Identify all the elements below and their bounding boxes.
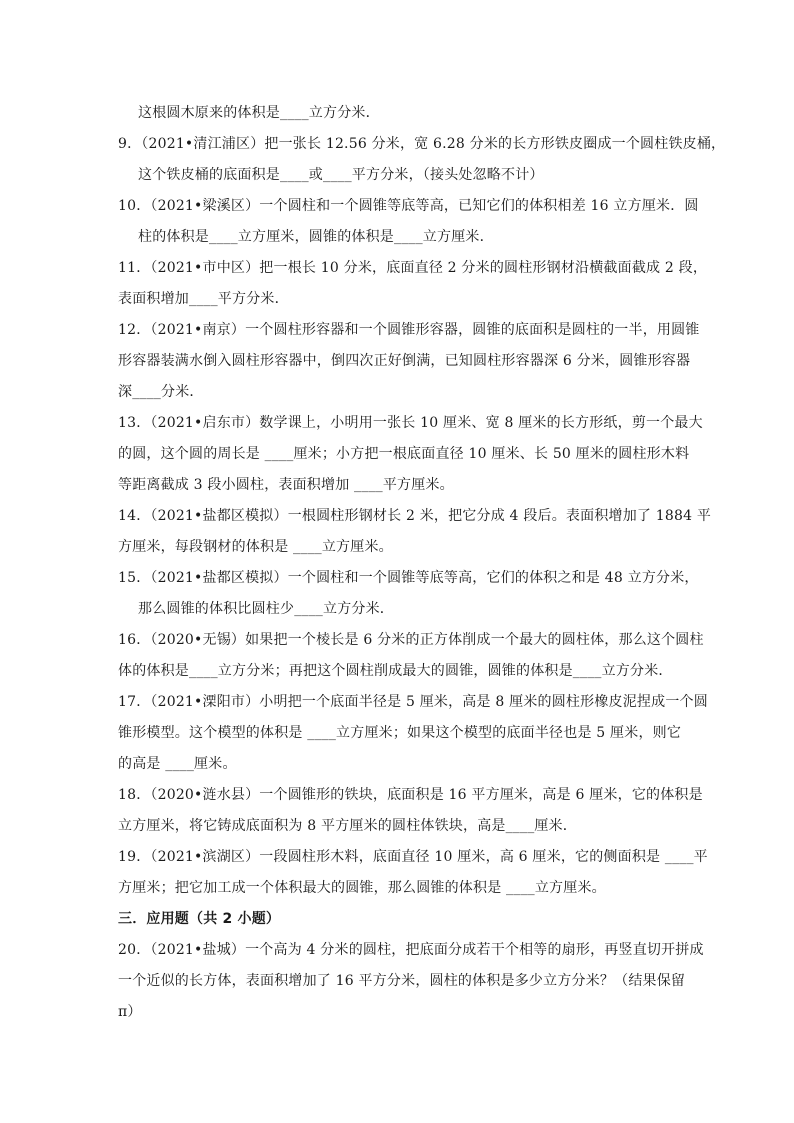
problem-15-line-2: 那么圆锥的体积比圆柱少____立方分米． (138, 601, 394, 617)
problem-8-line-end: 这根圆木原来的体积是____立方分米． (138, 105, 380, 121)
problem-18-line-2: 立方厘米，将它铸成底面积为 8 平方厘米的圆柱体铁块，高是____厘米． (118, 818, 578, 834)
problem-12-line-2: 形容器装满水倒入圆柱形容器中，倒四次正好倒满，已知圆柱形容器深 6 分米，圆锥形容器 (118, 353, 691, 369)
problem-14-line-1: 14．（2021•盐都区模拟）一根圆柱形钢材长 2 米，把它分成 4 段后。表面积增加了 1884 平 (118, 508, 712, 524)
section-heading: 三．应用题（共 2 小题） (118, 911, 281, 927)
problem-17-line-1: 17．（2021•溧阳市）小明把一个底面半径是 5 厘米，高是 8 厘米的圆柱形橡皮泥捏成一个圆 (118, 694, 708, 710)
problem-10-line-1: 10．（2021•梁溪区）一个圆柱和一个圆锥等底等高，已知它们的体积相差 16 立方厘米．圆 (118, 198, 699, 214)
problem-13-line-2: 的圆，这个圆的周长是 ____厘米；小方把一根底面直径 10 厘米、长 50 厘米的圆柱形木料 (118, 446, 690, 462)
problem-12-line-1: 12．（2021•南京）一个圆柱形容器和一个圆锥形容器，圆锥的底面积是圆柱的一半，用圆锥 (118, 322, 700, 338)
problem-13-line-3: 等距离截成 3 段小圆柱，表面积增加 ____平方厘米。 (118, 477, 454, 493)
problem-19-line-1: 19．（2021•滨湖区）一段圆柱形木料，底面直径 10 厘米，高 6 厘米，它的侧面积是 ____平 (118, 849, 708, 865)
problem-10-line-2: 柱的体积是____立方厘米，圆锥的体积是____立方厘米． (138, 229, 494, 245)
problem-13-line-1: 13．（2021•启东市）数学课上，小明用一张长 10 厘米、宽 8 厘米的长方形纸，剪一个最大 (118, 415, 703, 431)
problem-list (118, 98, 726, 1028)
problem-20-line-1: 20．（2021•盐城）一个高为 4 分米的圆柱，把底面分成若干个相等的扇形，再竖直切开拼成 (118, 942, 704, 958)
problem-19-line-2: 方厘米；把它加工成一个体积最大的圆锥，那么圆锥的体积是 ____立方厘米。 (118, 880, 606, 896)
problem-9-line-2: 这个铁皮桶的底面积是____或____平方分米，（接头处忽略不计） (138, 167, 544, 183)
problem-17-line-2: 锥形模型。这个模型的体积是 ____立方厘米；如果这个模型的底面半径也是 5 厘米，则它 (118, 725, 682, 741)
problem-9-line-1: 9．（2021•清江浦区）把一张长 12.56 分米，宽 6.28 分米的长方形铁皮圈成一个圆柱铁皮桶， (118, 136, 726, 152)
problem-20-line-3: π） (118, 1004, 142, 1020)
problem-11-line-2: 表面积增加____平方分米． (118, 291, 289, 307)
problem-17-line-3: 的高是 ____厘米。 (118, 756, 237, 772)
problem-14-line-2: 方厘米，每段钢材的体积是 ____立方厘米。 (118, 539, 393, 555)
problem-15-line-1: 15．（2021•盐都区模拟）一个圆柱和一个圆锥等底等高，它们的体积之和是 48 立方分米， (118, 570, 699, 586)
problem-16-line-1: 16．（2020•无锡）如果把一个棱长是 6 分米的正方体削成一个最大的圆柱体，那么这个圆柱 (118, 632, 704, 648)
problem-12-line-3: 深____分米． (118, 384, 204, 400)
problem-16-line-2: 体的体积是____立方分米；再把这个圆柱削成最大的圆锥，圆锥的体积是____立方分米． (118, 663, 673, 679)
problem-20-line-2: 一个近似的长方体，表面积增加了 16 平方分米，圆柱的体积是多少立方分米？（结果保留 (118, 973, 686, 989)
problem-11-line-1: 11．（2021•市中区）把一根长 10 分米，底面直径 2 分米的圆柱形钢材沿横截面截成 2 段， (118, 260, 708, 276)
problem-18-line-1: 18．（2020•涟水县）一个圆锥形的铁块，底面积是 16 平方厘米，高是 6 厘米，它的体积是 (118, 787, 703, 803)
